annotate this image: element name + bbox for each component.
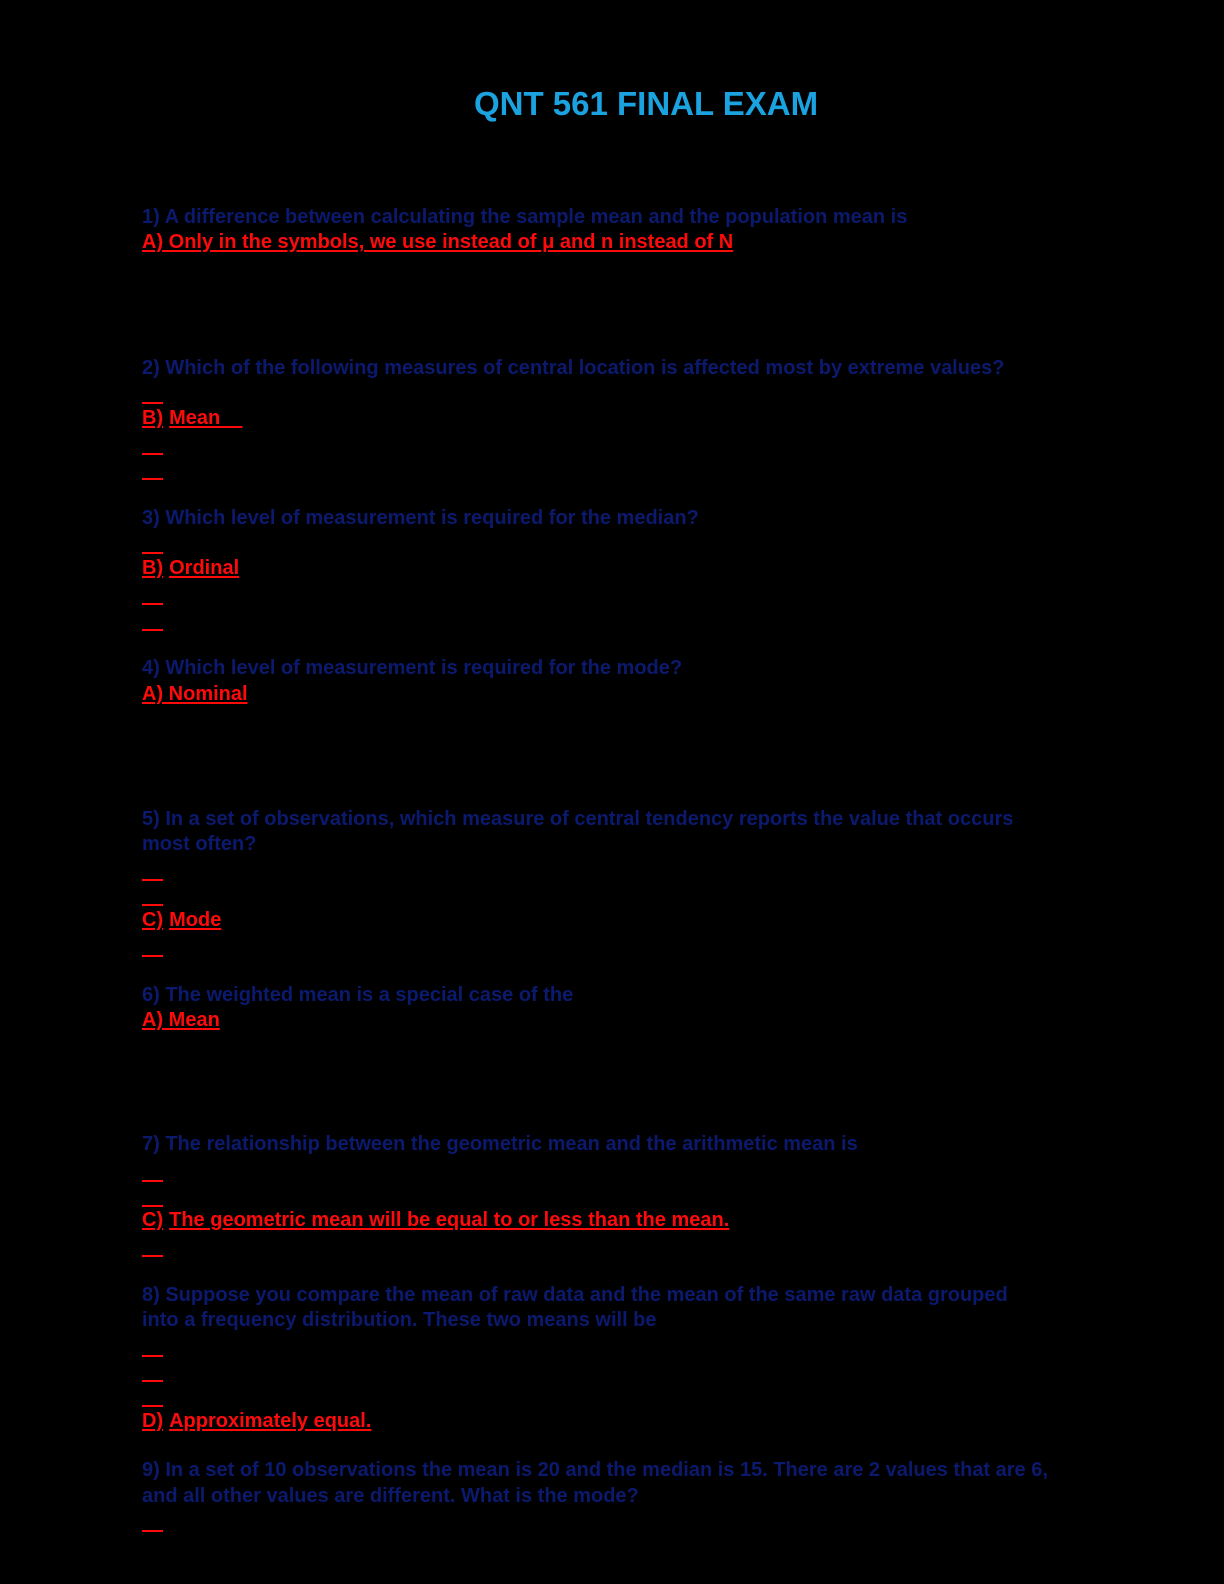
question-3-answer [142,555,239,581]
question-1-text: 1) A difference between calculating the sample mean and the population mean is [142,206,908,228]
question-8-text: 8) Suppose you compare the mean of raw data and the mean of the same raw data grouped [142,1284,1008,1306]
question-2-text: 2) Which of the following measures of central location is affected most by extreme values? [142,357,1005,379]
answer-blank [142,603,163,605]
answer-blank [142,1180,163,1182]
question-7-text: 7) The relationship between the geometric mean and the arithmetic mean is [142,1133,858,1155]
answer-blank [142,478,163,480]
page-title: QNT 561 FINAL EXAM [473,85,819,122]
answer-text: Approximately equal. [169,1410,372,1432]
answer-text: Mean [169,407,243,429]
answer-blank [142,1380,163,1382]
answer-blank [142,552,163,554]
answer-letter: B) [142,557,164,579]
answer-letter: C) [142,909,164,931]
answer-blank [142,1355,163,1357]
answer-blank [142,453,163,455]
question-9-text-cont: and all other values are different. What is the mode? [142,1485,639,1507]
answer-blank [142,879,163,881]
question-8-answer [142,1408,371,1434]
answer-text: Ordinal [169,557,240,579]
answer-blank [142,955,163,957]
answer-blank [142,904,163,906]
answer-text: The geometric mean will be equal to or less than the mean. [169,1209,730,1231]
answer-blank [142,402,163,404]
question-6-text: 6) The weighted mean is a special case of the [142,984,574,1006]
answer-letter: C) [142,1209,164,1231]
answer-blank [142,1405,163,1407]
question-5-text: 5) In a set of observations, which measure of central tendency reports the value that occurs [142,808,1014,830]
answer-letter: B) [142,407,164,429]
answer-blank [142,1530,163,1532]
question-3-text: 3) Which level of measurement is required for the median? [142,507,699,529]
question-7-answer [142,1207,729,1233]
question-4-answer: A) Nominal [142,683,248,705]
question-8-text-cont: into a frequency distribution. These two means will be [142,1309,657,1331]
question-2-answer [142,405,242,431]
answer-blank [142,1255,163,1257]
question-4-text: 4) Which level of measurement is required for the mode? [142,657,683,679]
question-5-text-cont: most often? [142,833,257,855]
answer-letter: D) [142,1410,164,1432]
answer-text: Mode [169,909,222,931]
question-9-text: 9) In a set of 10 observations the mean is 20 and the median is 15. There are 2 values that are 6, [142,1459,1048,1481]
question-1-answer: A) Only in the symbols, we use instead of μ and n instead of N [142,231,734,253]
question-6-answer: A) Mean [142,1009,220,1031]
question-5-answer [142,907,221,933]
answer-blank [142,629,163,631]
